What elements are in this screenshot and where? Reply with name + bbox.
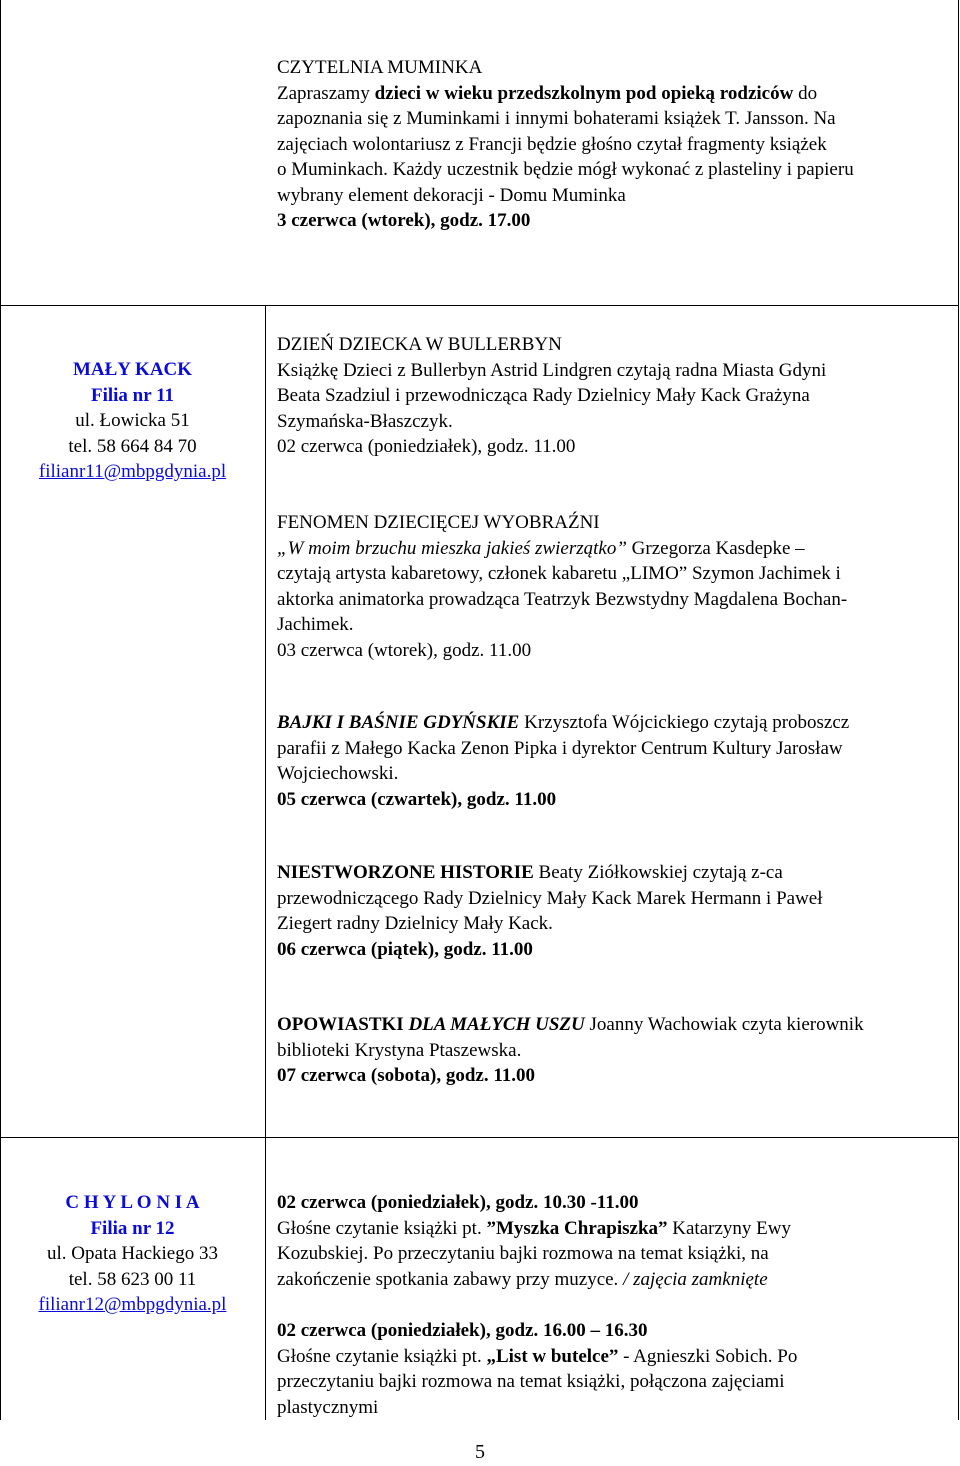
branch-number: Filia nr 11 [90,384,175,406]
event-text: zapoznania się z Muminkami i innymi bohaterami książek T. Jansson. Na [277,108,836,129]
event-text: Głośne czytanie książki pt. ”Myszka Chrapiszka” Katarzyny Ewy [277,1217,791,1239]
muminek-section [277,55,947,234]
row-divider [0,305,959,306]
branch-email[interactable]: filianr11@mbpgdynia.pl [38,461,227,482]
event-date: 07 czerwca (sobota), godz. 11.00 [277,1065,536,1086]
event-text: czytają artysta kabaretowy, członek kabaretu „LIMO” Szymon Jachimek i [277,563,841,584]
event-text: zakończenie spotkania zabawy przy muzyce. / zajęcia zamknięte [277,1268,768,1290]
filia12-event-myszka [277,1190,947,1292]
row-divider [0,1137,959,1138]
event-text: Ziegert radny Dzielnicy Mały Kack. [277,913,553,934]
event-text: zajęciach wolontariusz z Francji będzie głośno czytał fragmenty książek [277,133,827,155]
event-date: 02 czerwca (poniedziałek), godz. 10.30 -11.00 [277,1192,639,1213]
branch-district: MAŁY KACK [72,359,193,380]
filia11-info [0,357,265,485]
event-text: Wojciechowski. [277,763,399,784]
event-text: BAJKI I BAŚNIE GDYŃSKIE Krzysztofa Wójcickiego czytają proboszcz [277,712,850,733]
event-text: „W moim brzuchu mieszka jakieś zwierzątko” Grzegorza Kasdepke – [277,537,805,559]
event-text: wybrany element dekoracji - Domu Muminka [277,184,626,206]
event-text: Beata Szadziul i przewodnicząca Rady Dzielnicy Mały Kack Grażyna [277,385,810,406]
branch-email[interactable]: filianr12@mbpgdynia.pl [38,1294,227,1315]
event-title: CZYTELNIA MUMINKA [277,57,483,78]
branch-number: Filia nr 12 [90,1217,175,1239]
event-text: NIESTWORZONE HISTORIE Beaty Ziółkowskiej czytają z-ca [277,862,783,883]
event-text: plastycznymi [277,1396,379,1418]
event-date: 02 czerwca (poniedziałek), godz. 16.00 – 16.30 [277,1320,648,1341]
branch-address: ul. Łowicka 51 [75,410,190,431]
event-text: Szymańska-Błaszczyk. [277,410,453,432]
event-text: OPOWIASTKI DLA MAŁYCH USZU Joanny Wachowiak czyta kierownik [277,1014,864,1035]
event-text: Jachimek. [277,614,354,635]
filia11-event-bullerbyn [277,332,947,460]
filia11-event-bajki [277,710,947,812]
branch-phone: tel. 58 623 00 11 [68,1268,197,1290]
event-text: Zapraszamy dzieci w wieku przedszkolnym pod opieką rodziców do [277,82,818,104]
event-title: FENOMEN DZIECIĘCEJ WYOBRAŹNI [277,512,600,533]
event-text: o Muminkach. Każdy uczestnik będzie mógł wykonać z plasteliny i papieru [277,159,854,180]
column-divider [265,305,266,1420]
event-text: Książkę Dzieci z Bullerbyn Astrid Lindgren czytają radna Miasta Gdyni [277,359,827,381]
branch-district: C H Y L O N I A [65,1192,200,1213]
event-date: 02 czerwca (poniedziałek), godz. 11.00 [277,436,576,457]
filia12-event-list [277,1318,947,1420]
event-text: biblioteki Krystyna Ptaszewska. [277,1039,522,1061]
filia12-info [0,1190,265,1318]
filia11-event-niestworzone [277,860,947,962]
event-date: 05 czerwca (czwartek), godz. 11.00 [277,788,557,810]
event-text: parafii z Małego Kacka Zenon Pipka i dyrektor Centrum Kultury Jarosław [277,737,843,759]
filia11-event-opowiastki [277,1012,947,1089]
filia11-event-fenomen [277,510,947,663]
event-text: Kozubskiej. Po przeczytaniu bajki rozmowa na temat książki, na [277,1243,769,1264]
event-date: 03 czerwca (wtorek), godz. 11.00 [277,639,532,661]
event-date: 06 czerwca (piątek), godz. 11.00 [277,938,533,960]
branch-address: ul. Opata Hackiego 33 [47,1243,218,1264]
event-date: 3 czerwca (wtorek), godz. 17.00 [277,210,531,231]
event-text: przeczytaniu bajki rozmowa na temat książki, połączona zajęciami [277,1371,785,1392]
page-number: 5 [475,1441,485,1463]
event-text: aktorka animatorka prowadząca Teatrzyk Bezwstydny Magdalena Bochan- [277,588,848,610]
event-text: Głośne czytanie książki pt. „List w butelce” - Agnieszki Sobich. Po [277,1345,798,1367]
event-title: DZIEŃ DZIECKA W BULLERBYN [277,334,562,355]
branch-phone: tel. 58 664 84 70 [68,435,197,457]
event-text: przewodniczącego Rady Dzielnicy Mały Kack Marek Hermann i Paweł [277,887,823,909]
